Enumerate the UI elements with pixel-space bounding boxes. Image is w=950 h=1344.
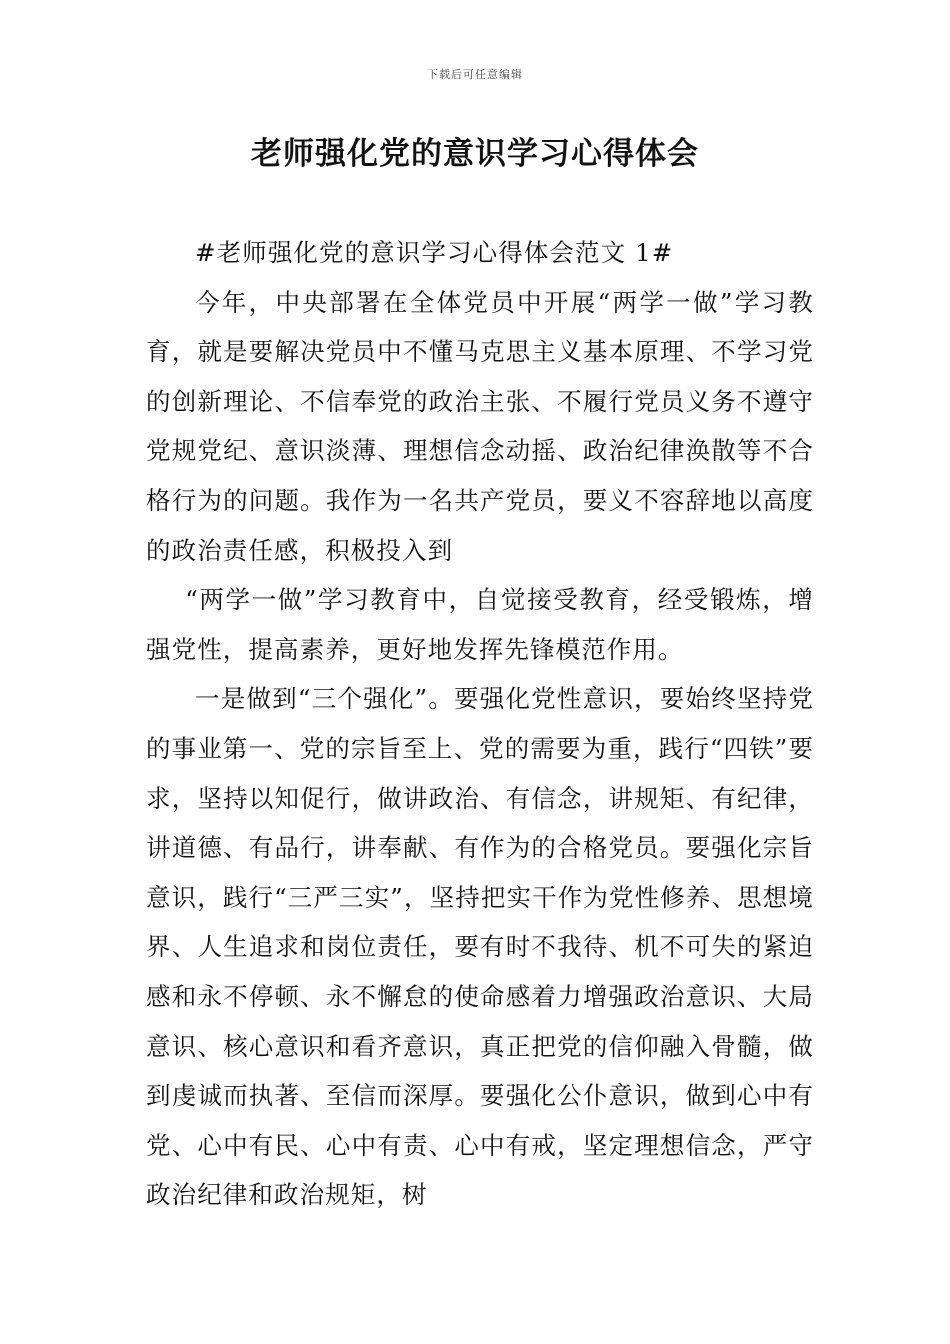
paragraph-1: 今年，中央部署在全体党员中开展“两学一做”学习教育，就是要解决党员中不懂马克思主义基本原理、不学习党的创新理论、不信奉党的政治主张、不履行党员义务不遵守党规党纪、意识淡薄、理想信念动摇、政治纪律涣散等不合格行为的问题。我作为一名共产党员，要义不容辞地以高度的政治责任感，积极投入到	[146, 287, 814, 565]
document-title: 老师强化党的意识学习心得体会	[251, 136, 699, 172]
document-body	[146, 228, 814, 1220]
paragraph-2: “两学一做”学习教育中，自觉接受教育，经受锻炼，增强党性，提高素养，更好地发挥先锋模范作用。	[146, 585, 814, 664]
section-heading: #老师强化党的意识学习心得体会范文 1#	[195, 238, 674, 267]
paragraph-3: 一是做到“三个强化”。要强化党性意识，要始终坚持党的事业第一、党的宗旨至上、党的需要为重，践行“四铁”要求，坚持以知促行，做讲政治、有信念，讲规矩、有纪律，讲道德、有品行，讲奉献、有作为的合格党员。要强化宗旨意识，践行“三严三实”，坚持把实干作为党性修养、思想境界、人生追求和岗位责任，要有时不我待、机不可失的紧迫感和永不停顿、永不懈怠的使命感着力增强政治意识、大局意识、核心意识和看齐意识，真正把党的信仰融入骨髓，做到虔诚而执著、至信而深厚。要强化公仆意识，做到心中有党、心中有民、心中有责、心中有戒，坚定理想信念，严守政治纪律和政治规矩，树	[146, 684, 814, 1210]
header-note: 下载后可任意编辑	[427, 68, 523, 81]
